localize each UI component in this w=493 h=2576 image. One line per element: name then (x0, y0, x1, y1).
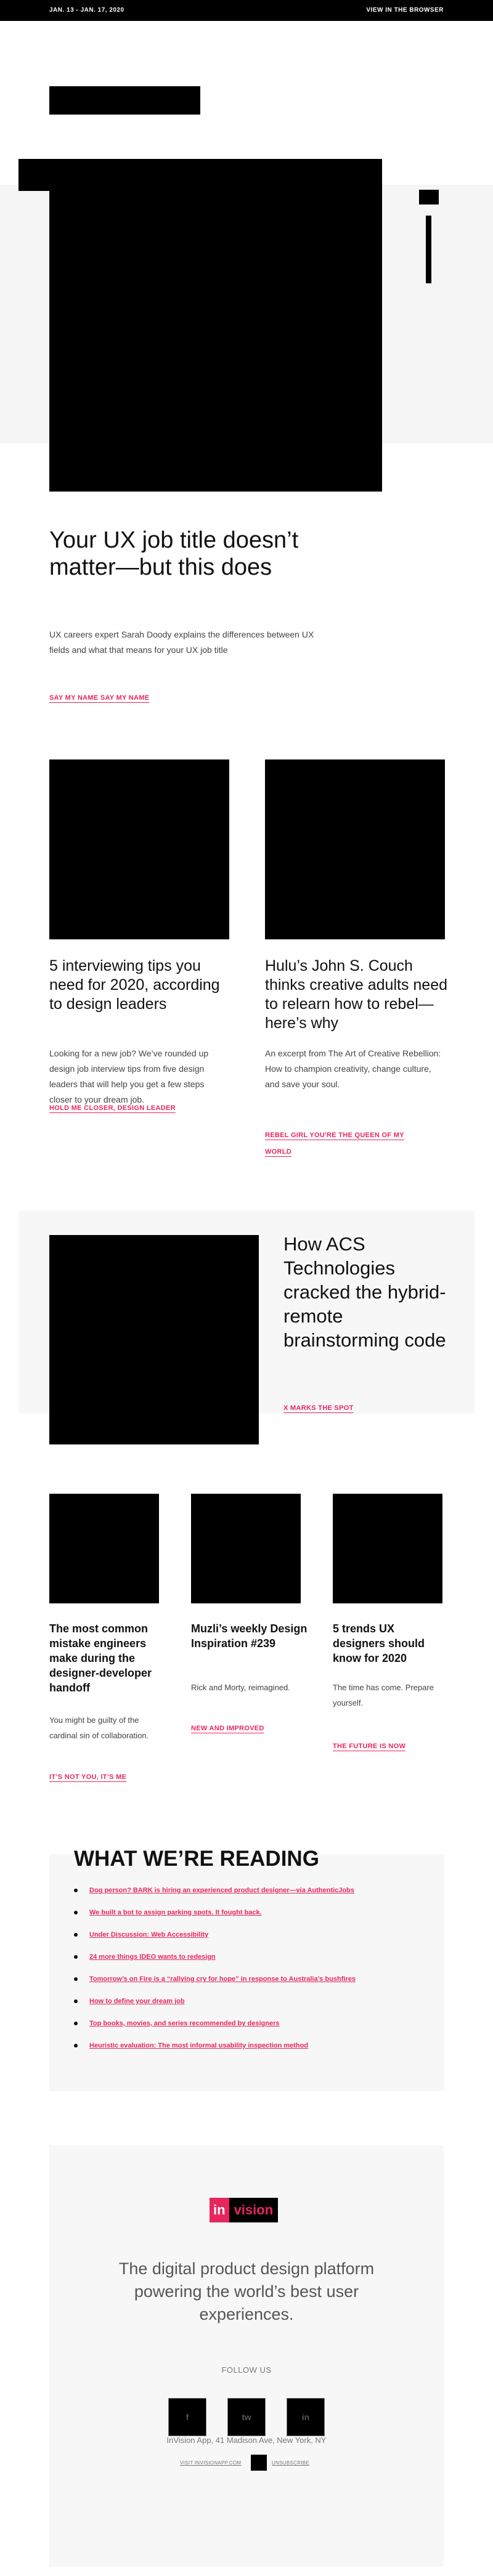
follow-us-label: FOLLOW US (221, 2365, 272, 2375)
article-5-description: The time has come. Prepare yourself. (333, 1683, 434, 1707)
article-3-description: You might be guilty of the cardinal sin of collaboration. (49, 1715, 149, 1740)
date-range: JAN. 13 - JAN. 17, 2020 (49, 7, 124, 14)
view-in-browser-link[interactable]: VIEW IN THE BROWSER (366, 7, 444, 14)
article-4-description: Rick and Morty, reimagined. (191, 1683, 290, 1692)
reading-title: WHAT WE’RE READING (74, 1847, 319, 1871)
hero-title[interactable]: Your UX job title doesn’t matter—but this does (49, 527, 299, 580)
footer-divider-mark (251, 2455, 267, 2471)
article-1-link[interactable]: HOLD ME CLOSER, DESIGN LEADER (49, 1104, 176, 1112)
article-1-description: Looking for a new job? We’ve rounded up design job interview tips from five design leaders that will help you get a few steps closer to your dream job. (49, 1048, 209, 1104)
footer-tagline: The digital product design platform powering the world’s best user experiences. (118, 2259, 375, 2323)
article-4-image[interactable] (191, 1494, 301, 1603)
top-bar (0, 0, 493, 21)
reading-item[interactable]: 24 more things IDEO wants to redesign (89, 1950, 356, 1972)
article-2-link-line-2[interactable]: WORLD (265, 1148, 292, 1156)
reading-item[interactable]: Dog person? BARK is hiring an experienced product designer—via AuthenticJobs (89, 1884, 356, 1906)
bullet-icon (74, 1911, 78, 1914)
bullet-icon (74, 1889, 78, 1892)
feature-image[interactable] (49, 1235, 259, 1444)
article-2-title[interactable]: Hulu’s John S. Couch thinks creative adults need to relearn how to rebel—here’s why (265, 957, 448, 1032)
article-1-image[interactable] (49, 759, 229, 939)
article-3-image[interactable] (49, 1494, 159, 1603)
bullet-icon (74, 2044, 78, 2047)
bullet-icon (74, 1933, 78, 1937)
article-2-image[interactable] (265, 759, 445, 939)
hero-decoration-square (419, 190, 439, 205)
article-3-title[interactable]: The most common mistake engineers make during the designer-developer handoff (49, 1622, 152, 1694)
bullet-icon (74, 1999, 78, 2003)
reading-item[interactable]: Heuristic evaluation: The most informal usability inspection method (89, 2039, 356, 2061)
hero-description: UX careers expert Sarah Doody explains the differences between UX fields and what that means for your UX job title (49, 630, 314, 655)
reading-item[interactable]: Top books, movies, and series recommended by designers (89, 2017, 356, 2039)
article-4-title[interactable]: Muzli’s weekly Design Inspiration #239 (191, 1622, 308, 1650)
bullet-icon (74, 1977, 78, 1981)
invision-logo[interactable] (210, 2198, 278, 2222)
footer-address: InVision App, 41 Madison Ave, New York, NY (166, 2436, 327, 2445)
visit-site-link[interactable]: VISIT INVISIONAPP.COM (180, 2460, 242, 2466)
hero-image[interactable] (49, 159, 382, 492)
article-2-description: An excerpt from The Art of Creative Rebellion: How to champion creativity, change culture, and save your soul. (265, 1048, 441, 1089)
article-1-title[interactable]: 5 interviewing tips you need for 2020, according to design leaders (49, 957, 220, 1013)
feature-link[interactable]: X MARKS THE SPOT (283, 1404, 354, 1412)
reading-list (89, 1884, 356, 2061)
hero-decoration-bar (426, 216, 431, 283)
article-2-link-line-1[interactable]: REBEL GIRL YOU'RE THE QUEEN OF MY (265, 1132, 404, 1139)
twitter-icon[interactable]: tw (227, 2398, 266, 2436)
bullet-icon (74, 2022, 78, 2025)
article-3-link[interactable]: IT’S NOT YOU, IT’S ME (49, 1773, 127, 1781)
reading-item[interactable]: Under Discussion: Web Accessibility (89, 1928, 356, 1950)
unsubscribe-link[interactable]: UNSUBSCRIBE (272, 2460, 310, 2466)
article-5-title[interactable]: 5 trends UX designers should know for 2020 (333, 1622, 425, 1664)
article-4-link[interactable]: NEW AND IMPROVED (191, 1725, 264, 1732)
article-5-image[interactable] (333, 1494, 442, 1603)
bullet-icon (74, 1955, 78, 1959)
facebook-icon[interactable]: f (168, 2398, 206, 2436)
linkedin-icon[interactable]: in (287, 2398, 325, 2436)
reading-item[interactable]: We built a bot to assign parking spots. It fought back. (89, 1906, 356, 1928)
article-5-link[interactable]: THE FUTURE IS NOW (333, 1743, 406, 1750)
reading-item[interactable]: How to define your dream job (89, 1995, 356, 2017)
feature-title[interactable]: How ACS Technologies cracked the hybrid-remote brainstorming code (283, 1233, 446, 1351)
header-logo-image[interactable] (49, 86, 200, 115)
reading-item[interactable]: Tomorrow’s on Fire is a “rallying cry for hope” in response to Australia’s bushfires (89, 1972, 356, 1995)
logo-in: in (210, 2198, 229, 2222)
hero-link[interactable]: SAY MY NAME SAY MY NAME (49, 694, 150, 702)
logo-vision: vision (229, 2198, 279, 2222)
